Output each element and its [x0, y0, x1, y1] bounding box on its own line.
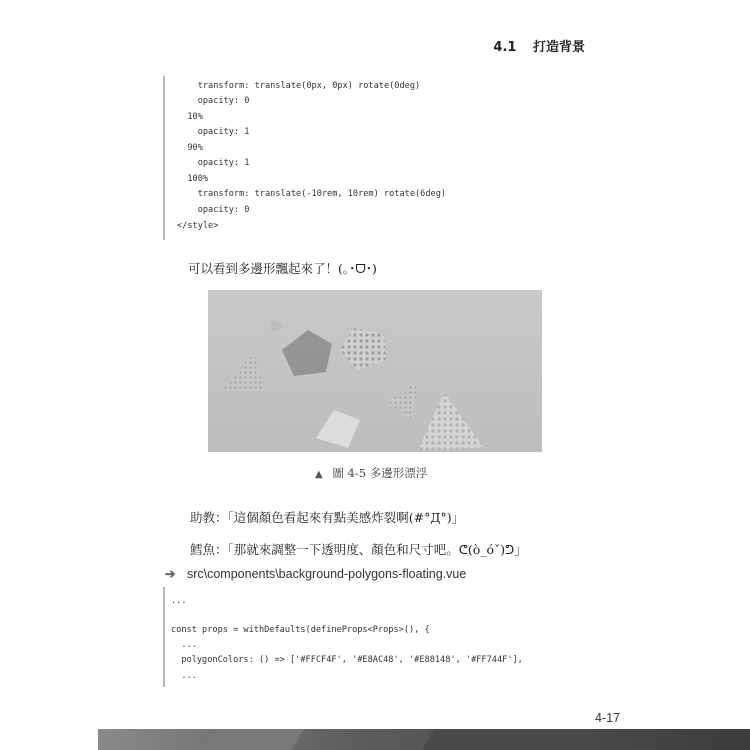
code-line: opacity: 1 — [177, 158, 250, 168]
footer-band-stripe — [422, 729, 584, 750]
figure-illustration — [208, 290, 542, 452]
code-line: 10% — [177, 112, 203, 122]
page-number: 4-17 — [595, 711, 621, 725]
dialogue-line: 助教：「這個顏色看起來有點美感炸裂啊(#°Д°)」 — [190, 510, 465, 525]
code-line: ... — [171, 640, 197, 650]
footer-band — [98, 729, 750, 750]
code-line: const props = withDefaults(defineProps<Props>(), { — [171, 625, 430, 635]
code-block-bottom — [163, 587, 523, 687]
code-line: opacity: 0 — [177, 205, 250, 215]
code-line: ... — [171, 596, 187, 606]
shape-dotted-triangle — [222, 352, 264, 390]
shape-light-square — [316, 410, 360, 448]
figure-polygons-floating — [208, 290, 542, 452]
arrow-right-icon: ➔ — [165, 567, 176, 581]
figure-caption-label: 圖 4-5 多邊形漂浮 — [332, 466, 428, 480]
running-header — [493, 36, 585, 55]
dialogue-line: 鱈魚：「那就來調整一下透明度、顏色和尺寸吧。ᕦ(ò_óˇ)ᕤ」 — [190, 542, 527, 557]
file-path-heading — [165, 566, 466, 581]
file-path-text: src\components\background-polygons-floating.vue — [186, 567, 467, 581]
section-title: 打造背景 — [532, 40, 585, 55]
shape-dotted-pentagon — [340, 328, 386, 370]
code-line: opacity: 0 — [177, 96, 250, 106]
code-line: 100% — [177, 174, 209, 184]
code-line: </style> — [177, 221, 219, 231]
code-line: transform: translate(-10rem, 10rem) rotate(6deg) — [177, 189, 447, 199]
triangle-marker-icon: ▲ — [315, 469, 323, 480]
paragraph-text: 可以看到多邊形飄起來了！(｡･ᗜ･) — [188, 261, 377, 276]
code-line: polygonColors: () => ['#FFCF4F', '#E8AC48', '#E88148', '#FF744F'], — [171, 655, 523, 665]
figure-caption — [315, 465, 427, 481]
code-line: opacity: 1 — [177, 127, 250, 137]
shape-dotted-triangle-right — [386, 382, 418, 420]
code-block-top — [163, 76, 447, 240]
code-line: transform: translate(0px, 0px) rotate(0deg) — [177, 81, 421, 91]
code-line: ... — [171, 671, 197, 681]
footer-band-stripe — [202, 729, 304, 750]
shape-pentagon — [282, 330, 332, 376]
shape-dotted-triangle-bottom — [418, 392, 484, 450]
code-line: 90% — [177, 143, 203, 153]
section-number: 4.1 — [493, 40, 517, 55]
shape-small-triangle-top — [270, 318, 284, 332]
